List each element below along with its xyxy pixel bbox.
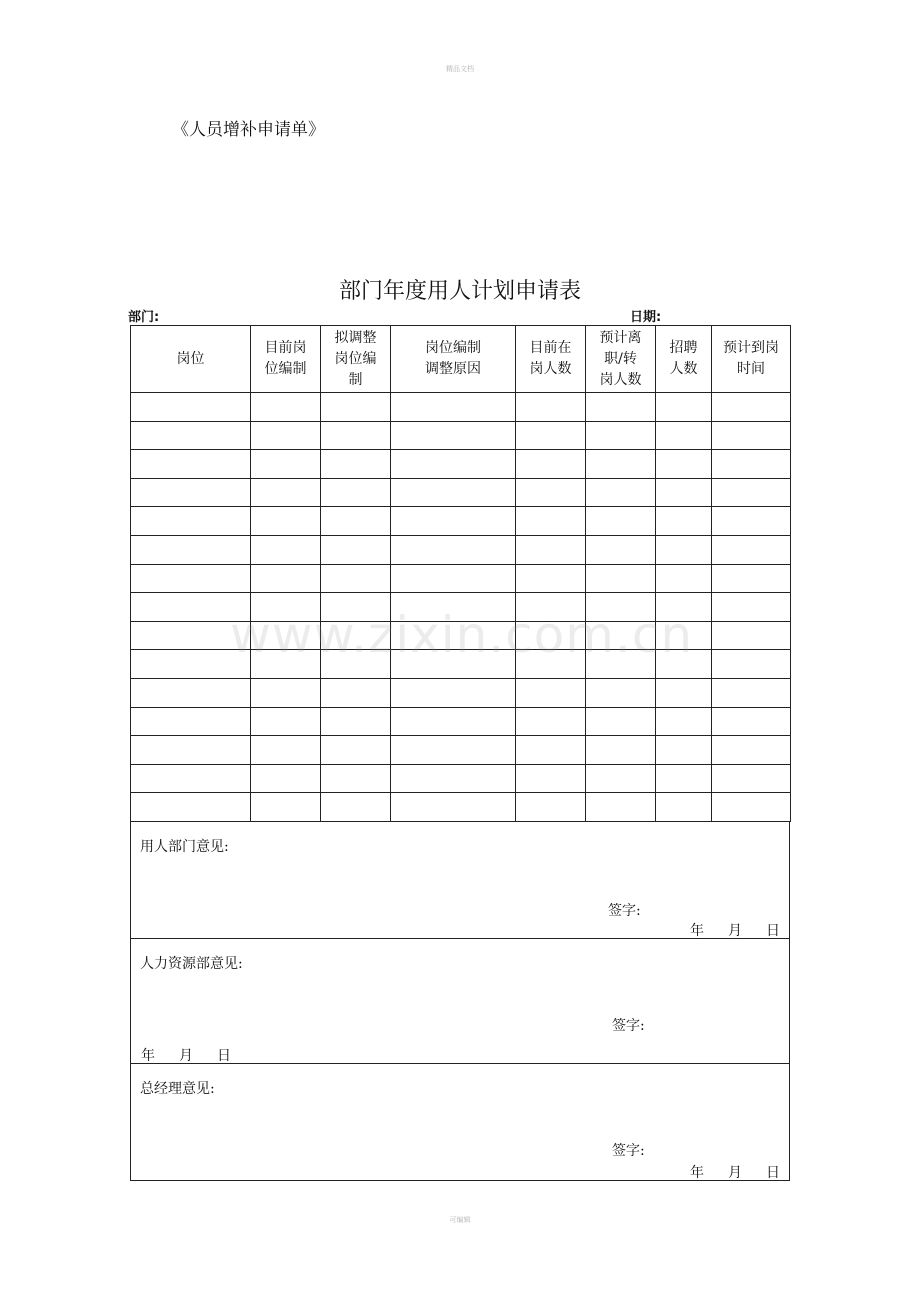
table-row <box>131 564 791 593</box>
table-cell[interactable] <box>586 678 656 707</box>
table-cell[interactable] <box>656 593 712 622</box>
table-cell[interactable] <box>656 764 712 793</box>
day-label: 日 <box>217 1048 231 1064</box>
table-cell[interactable] <box>516 678 586 707</box>
table-cell[interactable] <box>391 450 516 479</box>
table-cell[interactable] <box>251 621 321 650</box>
opinion-box-gm <box>130 1064 790 1181</box>
table-cell[interactable] <box>712 678 791 707</box>
table-cell[interactable] <box>131 421 251 450</box>
table-cell[interactable] <box>251 393 321 422</box>
table-cell[interactable] <box>391 478 516 507</box>
table-cell[interactable] <box>131 393 251 422</box>
signature-label: 签字: <box>608 903 641 919</box>
table-cell[interactable] <box>586 793 656 822</box>
table-cell[interactable] <box>251 535 321 564</box>
table-cell[interactable] <box>516 393 586 422</box>
table-row <box>131 421 791 450</box>
table-cell[interactable] <box>712 507 791 536</box>
col-header-lines: 预计到岗 时间 <box>723 340 779 377</box>
col-header-hire-count <box>656 326 712 393</box>
table-cell[interactable] <box>391 535 516 564</box>
table-cell[interactable] <box>321 707 391 736</box>
table-cell[interactable] <box>516 764 586 793</box>
table-cell[interactable] <box>251 736 321 765</box>
table-cell[interactable] <box>586 650 656 679</box>
table-cell[interactable] <box>391 507 516 536</box>
table-cell[interactable] <box>251 450 321 479</box>
table-row <box>131 393 791 422</box>
table-cell[interactable] <box>251 478 321 507</box>
table-cell[interactable] <box>712 564 791 593</box>
opinion-box-hr <box>130 939 790 1064</box>
table-row <box>131 593 791 622</box>
table-cell[interactable] <box>391 793 516 822</box>
table-row <box>131 678 791 707</box>
table-cell[interactable] <box>131 593 251 622</box>
table-cell[interactable] <box>516 793 586 822</box>
col-header-lines: 岗位 <box>176 350 205 367</box>
table-cell[interactable] <box>712 736 791 765</box>
table-cell[interactable] <box>131 678 251 707</box>
table-cell[interactable] <box>321 564 391 593</box>
table-cell[interactable] <box>131 650 251 679</box>
table-cell[interactable] <box>391 736 516 765</box>
col-header-lines: 岗位编制 调整原因 <box>425 340 481 377</box>
col-header-lines: 目前岗 位编制 <box>264 340 307 377</box>
table-cell[interactable] <box>251 593 321 622</box>
table-cell[interactable] <box>656 507 712 536</box>
table-cell[interactable] <box>131 621 251 650</box>
table-row <box>131 736 791 765</box>
table-cell[interactable] <box>656 478 712 507</box>
table-cell[interactable] <box>131 507 251 536</box>
table-row <box>131 764 791 793</box>
table-cell[interactable] <box>516 707 586 736</box>
table-row <box>131 478 791 507</box>
table-cell[interactable] <box>516 564 586 593</box>
table-cell[interactable] <box>321 650 391 679</box>
table-cell[interactable] <box>391 393 516 422</box>
table-cell[interactable] <box>391 593 516 622</box>
table-cell[interactable] <box>251 764 321 793</box>
table-cell[interactable] <box>586 450 656 479</box>
table-cell[interactable] <box>656 678 712 707</box>
table-header-row <box>131 326 791 393</box>
table-cell[interactable] <box>391 764 516 793</box>
table-cell[interactable] <box>391 707 516 736</box>
table-cell[interactable] <box>321 535 391 564</box>
table-cell[interactable] <box>516 507 586 536</box>
table-cell[interactable] <box>321 393 391 422</box>
table-cell[interactable] <box>251 678 321 707</box>
table-cell[interactable] <box>586 764 656 793</box>
footer-mark: 可编辑 <box>449 1216 471 1224</box>
table-cell[interactable] <box>712 593 791 622</box>
month-label: 月 <box>179 1048 193 1064</box>
table-cell[interactable] <box>321 507 391 536</box>
day-label: 日 <box>766 923 780 939</box>
table-cell[interactable] <box>131 535 251 564</box>
table-cell[interactable] <box>586 393 656 422</box>
staffing-plan-table <box>130 325 791 822</box>
date-label: 日期: <box>630 310 662 325</box>
col-header-expected-leave <box>586 326 656 393</box>
table-cell[interactable] <box>586 507 656 536</box>
table-cell[interactable] <box>131 793 251 822</box>
opinion-label: 用人部门意见: <box>140 839 229 855</box>
table-cell[interactable] <box>712 535 791 564</box>
col-header-lines: 预计离 职/转 岗人数 <box>599 329 642 388</box>
month-label: 月 <box>728 1165 742 1181</box>
table-cell[interactable] <box>656 736 712 765</box>
table-cell[interactable] <box>251 650 321 679</box>
col-header-current-quota <box>251 326 321 393</box>
header-mark: 精品文档 <box>446 65 474 73</box>
year-label: 年 <box>141 1048 155 1064</box>
table-cell[interactable] <box>516 421 586 450</box>
table-cell[interactable] <box>131 707 251 736</box>
day-label: 日 <box>766 1165 780 1181</box>
col-header-lines: 拟调整 岗位编 制 <box>334 329 377 388</box>
table-row <box>131 450 791 479</box>
table-row <box>131 621 791 650</box>
col-header-current-staff <box>516 326 586 393</box>
table-cell[interactable] <box>516 478 586 507</box>
col-header-position <box>131 326 251 393</box>
table-cell[interactable] <box>516 593 586 622</box>
table-cell[interactable] <box>516 650 586 679</box>
table-cell[interactable] <box>516 535 586 564</box>
table-cell[interactable] <box>586 421 656 450</box>
table-cell[interactable] <box>321 621 391 650</box>
opinion-label: 人力资源部意见: <box>140 956 243 972</box>
table-cell[interactable] <box>391 678 516 707</box>
table-cell[interactable] <box>712 707 791 736</box>
date-line <box>690 1162 780 1182</box>
table-cell[interactable] <box>712 421 791 450</box>
date-line <box>690 920 780 940</box>
table-cell[interactable] <box>251 707 321 736</box>
table-cell[interactable] <box>656 564 712 593</box>
table-cell[interactable] <box>321 421 391 450</box>
table-cell[interactable] <box>656 450 712 479</box>
table-cell[interactable] <box>321 764 391 793</box>
table-cell[interactable] <box>656 535 712 564</box>
table-row <box>131 535 791 564</box>
table-cell[interactable] <box>586 593 656 622</box>
col-header-proposed-quota <box>321 326 391 393</box>
table-cell[interactable] <box>712 450 791 479</box>
form-title: 部门年度用人计划申请表 <box>338 279 581 304</box>
table-cell[interactable] <box>251 421 321 450</box>
table-row <box>131 793 791 822</box>
table-cell[interactable] <box>516 621 586 650</box>
table-cell[interactable] <box>321 736 391 765</box>
table-cell[interactable] <box>251 793 321 822</box>
table-cell[interactable] <box>391 564 516 593</box>
table-cell[interactable] <box>516 736 586 765</box>
table-cell[interactable] <box>656 650 712 679</box>
opinion-box-hiring-dept <box>130 822 790 939</box>
date-line <box>141 1045 231 1065</box>
table-cell[interactable] <box>586 707 656 736</box>
table-cell[interactable] <box>321 450 391 479</box>
table-cell[interactable] <box>131 764 251 793</box>
table-row <box>131 707 791 736</box>
table-cell[interactable] <box>656 621 712 650</box>
watermark: www.zixin.com.cn <box>230 606 694 664</box>
table-cell[interactable] <box>321 793 391 822</box>
table-cell[interactable] <box>712 793 791 822</box>
table-cell[interactable] <box>586 535 656 564</box>
table-row <box>131 650 791 679</box>
table-cell[interactable] <box>656 393 712 422</box>
signature-label: 签字: <box>612 1018 645 1034</box>
table-cell[interactable] <box>712 650 791 679</box>
table-cell[interactable] <box>712 764 791 793</box>
table-cell[interactable] <box>321 478 391 507</box>
table-cell[interactable] <box>586 564 656 593</box>
table-cell[interactable] <box>391 650 516 679</box>
opinion-label: 总经理意见: <box>140 1081 215 1097</box>
table-cell[interactable] <box>251 507 321 536</box>
table-cell[interactable] <box>586 621 656 650</box>
col-header-adjust-reason <box>391 326 516 393</box>
table-cell[interactable] <box>656 793 712 822</box>
col-header-expected-onboard <box>712 326 791 393</box>
table-cell[interactable] <box>586 736 656 765</box>
table-cell[interactable] <box>251 564 321 593</box>
table-cell[interactable] <box>712 393 791 422</box>
table-body <box>131 393 791 822</box>
col-header-lines: 目前在 岗人数 <box>529 340 572 377</box>
table-row <box>131 507 791 536</box>
table-cell[interactable] <box>131 478 251 507</box>
department-label: 部门: <box>128 310 160 325</box>
year-label: 年 <box>690 923 704 939</box>
table-cell[interactable] <box>656 421 712 450</box>
table-cell[interactable] <box>712 621 791 650</box>
table-cell[interactable] <box>712 478 791 507</box>
table-cell[interactable] <box>391 621 516 650</box>
year-label: 年 <box>690 1165 704 1181</box>
table-cell[interactable] <box>656 707 712 736</box>
table-cell[interactable] <box>131 450 251 479</box>
table-cell[interactable] <box>131 564 251 593</box>
document-label: 《人员增补申请单》 <box>172 120 325 140</box>
table-cell[interactable] <box>586 478 656 507</box>
month-label: 月 <box>728 923 742 939</box>
table-cell[interactable] <box>391 421 516 450</box>
table-cell[interactable] <box>516 450 586 479</box>
table-cell[interactable] <box>131 736 251 765</box>
table-cell[interactable] <box>321 593 391 622</box>
col-header-lines: 招聘 人数 <box>669 340 698 377</box>
table-cell[interactable] <box>321 678 391 707</box>
signature-label: 签字: <box>612 1143 645 1159</box>
